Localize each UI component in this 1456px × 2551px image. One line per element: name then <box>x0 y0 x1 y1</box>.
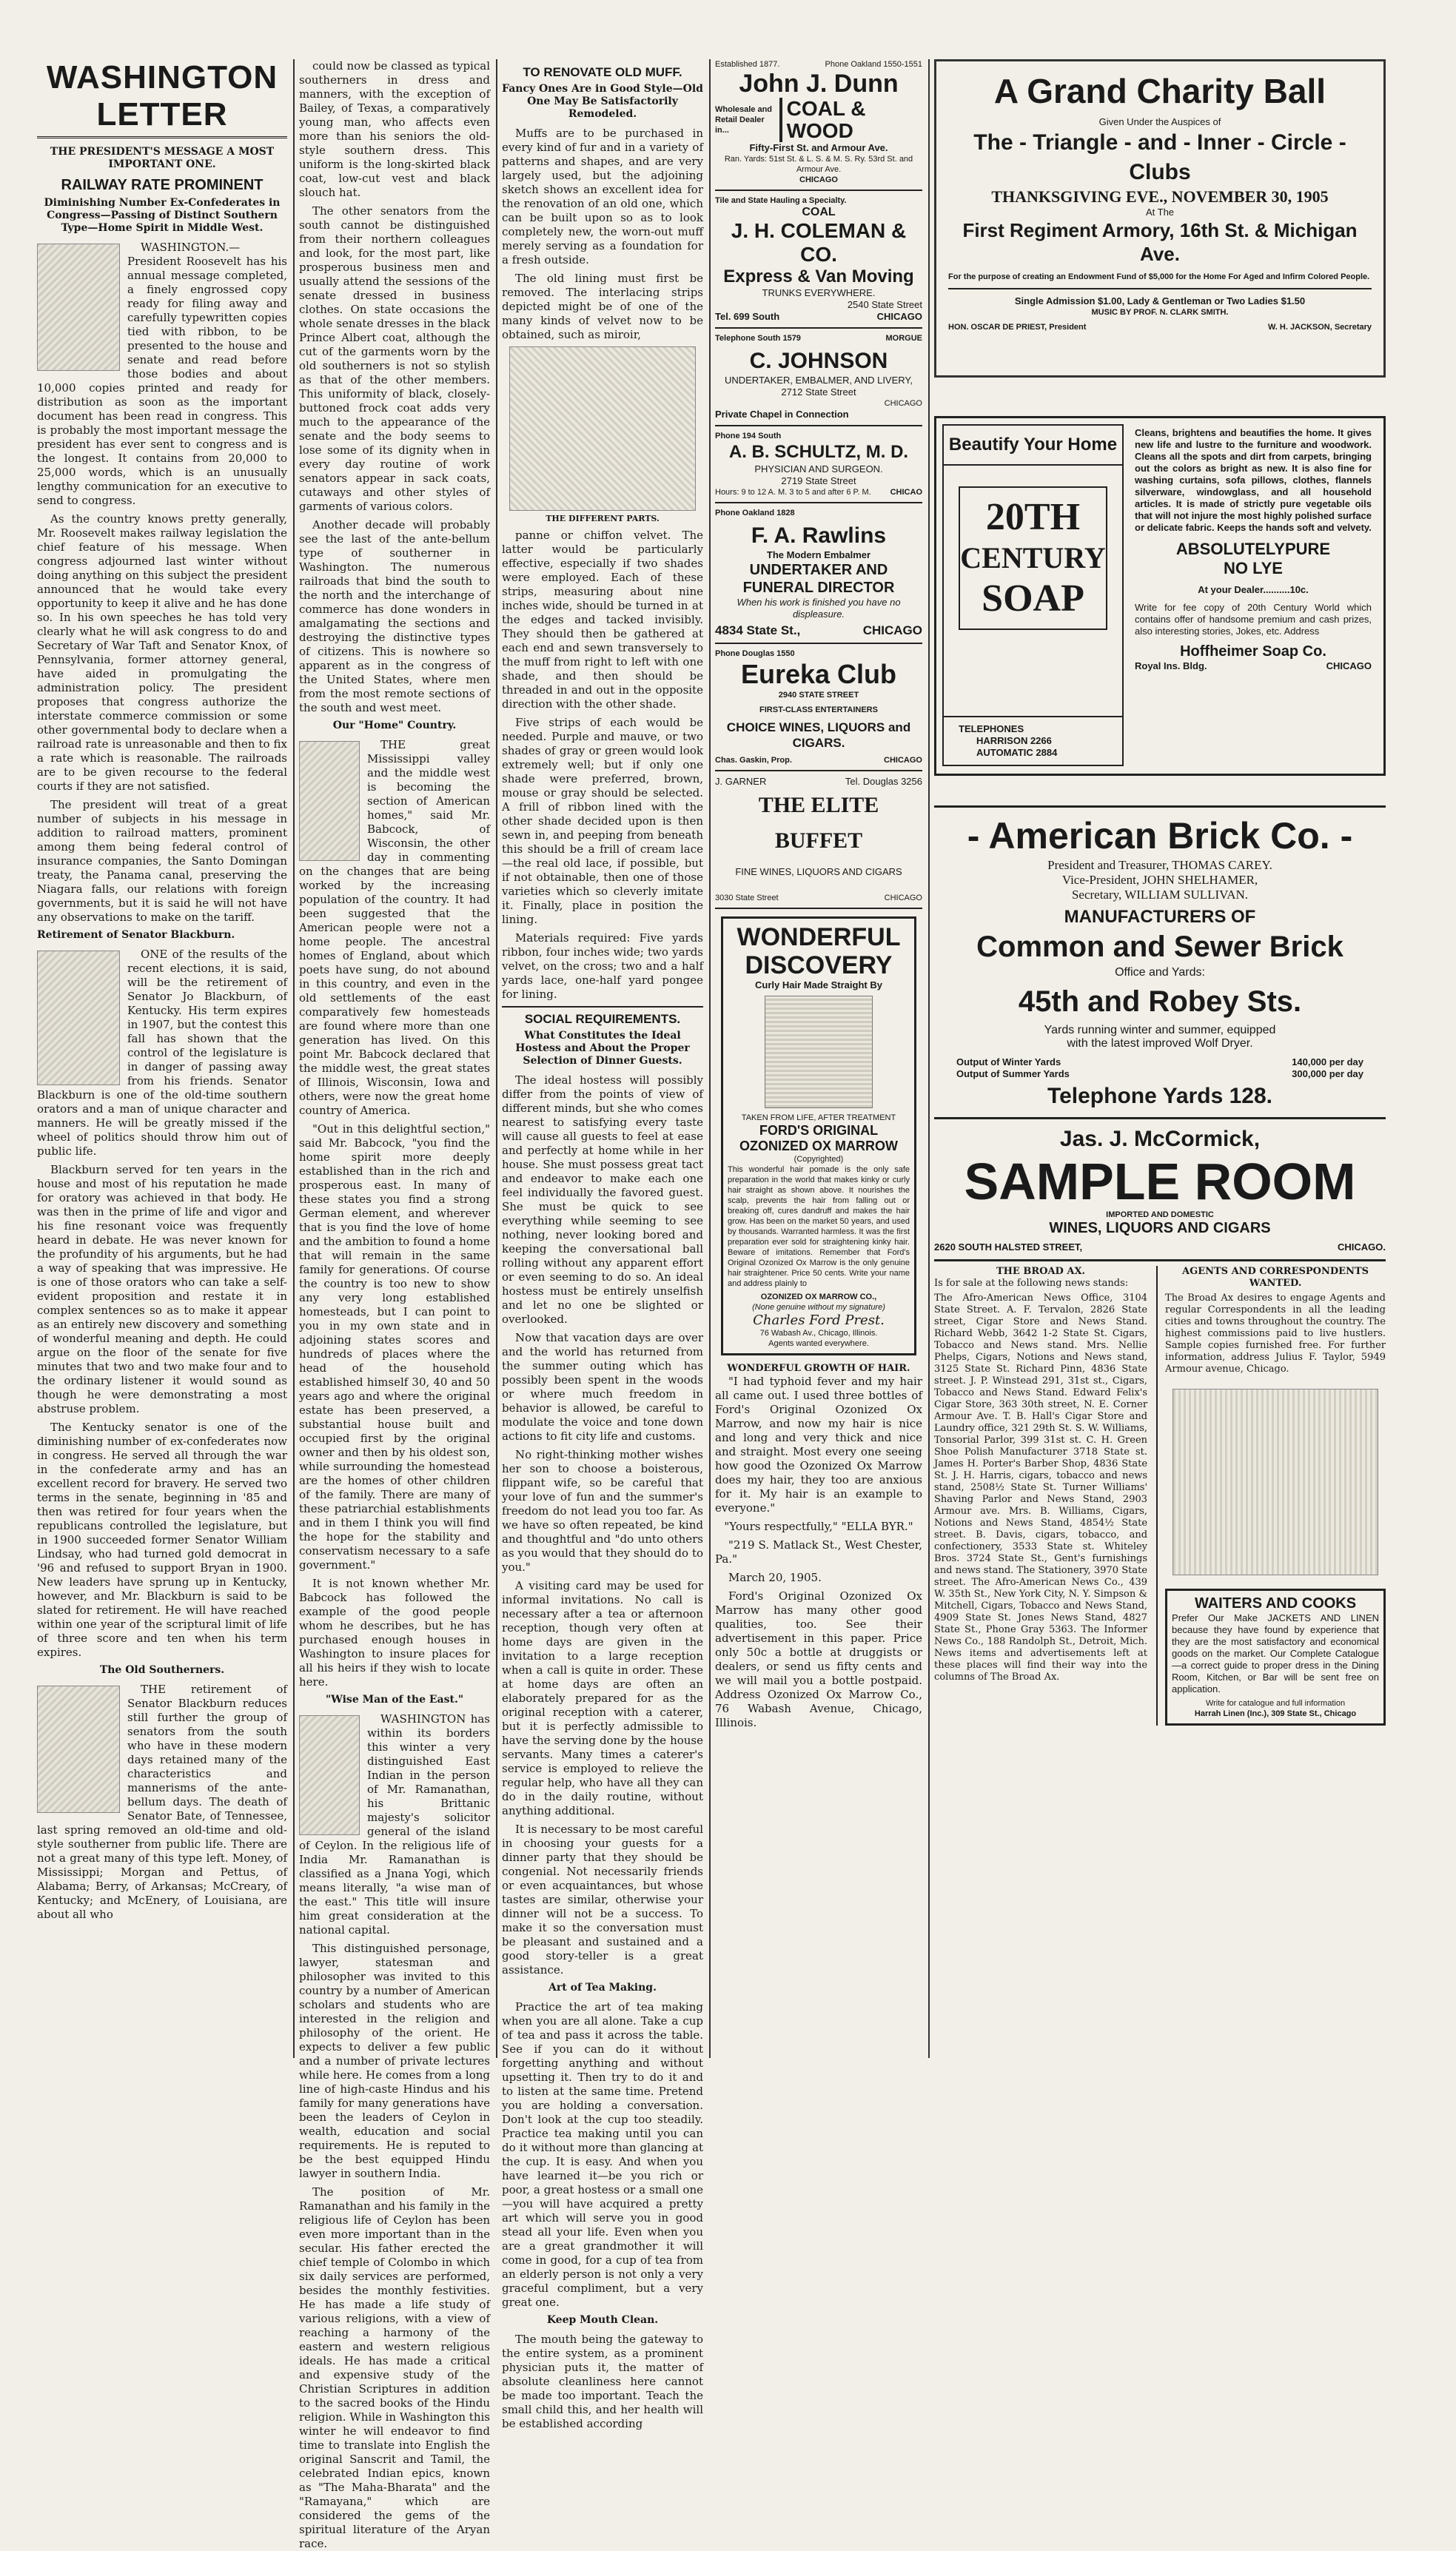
paragraph: This distinguished personage, lawyer, statesman and philosopher was invited to this country by a number of American scholars and students who are interested in the religion and philosophy of the orient. He expects to deliver a few public and a number of private lectures while here. He comes from a long line of high-caste Hindus and his family for many generations have been the leaders of Ceylon in wealth, education and social requirements. He is reputed to be the best equipped Hindu lawyer in southern India. <box>299 1942 490 2180</box>
waiters-ad <box>1165 1589 1386 1726</box>
column-rule <box>709 59 711 2058</box>
coleman-ad <box>715 191 922 329</box>
paragraph: The president will treat of a great number of subjects in his message in addition to railroad matters, prominent among them being federal control of insurance companies, the Santo Domingan treaty, the Panama canal, preserving the Niagara falls, our relations with foreign governments, but it is said he will not have any observations to make on the tariff. <box>37 798 287 924</box>
ball-place: First Regiment Armory, 16th St. & Michigan Ave. <box>962 219 1358 265</box>
paragraph: The position of Mr. Ramanathan and his family in the religious life of Ceylon has been even more important than in the secular. His father erected the chief temple of Colombo in which six daily services are performed, besides the monthly festivities. He has made a life study of various religions, with a view of reaching a harmony of the eastern and western religious ideals. He has made a critical and expensive study of the Christian Scriptures in addition to the sacred books of the Hindu religion. While in Washington this winter he will endeavor to find time to translate into English the original Sanscrit and Tamil, the celebrated Indian epics, known as "The Maha-Bharata" and the "Ramayana," which are considered the gems of the spiritual literature of the Aryan race. <box>299 2185 490 2550</box>
broad-ax-newsstands <box>934 1266 1147 1726</box>
ball-purpose: For the purpose of creating an Endowment Fund of $5,000 for the Home For Aged and Infirm Colored People. <box>948 272 1370 281</box>
johnson-city: CHICAGO <box>884 399 922 408</box>
elite-address: 3030 State Street <box>715 894 779 902</box>
article-deck: THE PRESIDENT'S MESSAGE A MOST IMPORTANT ONE. <box>50 146 275 170</box>
rawlins-city: CHICAGO <box>862 623 922 637</box>
section-heading: Retirement of Senator Blackburn. <box>37 929 235 941</box>
soap-phone: AUTOMATIC 2884 <box>976 747 1058 758</box>
paragraph: "I had typhoid fever and my hair all came out. I used three bottles of Ford's Original Ozonized Ox Marrow, and now my hair is nice and long and very thick and nice and straight. Most every one seeing how good the Ozonized Ox Marrow does my hair, they too are anxious for it. My hair is an example to everyone." <box>715 1375 922 1515</box>
article-title: WONDERFUL GROWTH OF HAIR. <box>727 1363 910 1374</box>
waiters-company: Harrah Linen (Inc.), 309 State St., Chicago <box>1194 1709 1357 1718</box>
illustration-caption: THE DIFFERENT PARTS. <box>546 514 660 523</box>
discovery-body: This wonderful hair pomade is the only safe preparation in the world that makes kinky or curly hair straight as shown above. It nourishes the scalp, prevents the hair from falling out or breaking off, cures dandruff and makes the hair grow. Has been on the market 50 years, and used by thousands. Warranted harmless. It was the first preparation ever sold for straightening kinky hair. Beware of imitations. Remember that Ford's Original Ozonized Ox Marrow is the only genuine hair straightener. Price 50 cents. Write your name and address plainly to <box>728 1165 910 1288</box>
eureka-wines: CHOICE WINES, LIQUORS and CIGARS. <box>726 720 911 750</box>
coleman-city: CHICAGO <box>876 311 922 322</box>
ball-president: HON. OSCAR DE PRIEST, President <box>948 323 1087 332</box>
paragraph: A visiting card may be used for informal invitations. No call is necessary after a tea or afternoon reception, though very often at home days are given in the invitation to a large reception when a call is quite in order. These at home days are often an elaborately prepared for as the original reception with a caterer, but it is perfectly admissible to have the serving done by the house servants. Many times a caterer's service is employed to relieve the regular help, who have all they can do in the daily routine, without anything additional. <box>502 1579 703 1817</box>
waiters-body: Prefer Our Make JACKETS AND LINEN because they have found by experience that they are the most satisfactory and economical goods on the market. Our Complete Catalogue—a correct guide to proper dress in the Dining Room, Kitchen, or Bar will be sent free on application. <box>1172 1612 1379 1694</box>
rawlins-sub: The Modern Embalmer <box>766 549 871 560</box>
eureka-name: Eureka Club <box>740 659 897 689</box>
column-rule <box>928 59 930 2058</box>
article-deck: Fancy Ones Are in Good Style—Old One May Be Satisfactorily Remodeled. <box>502 83 703 120</box>
coleman-specialty: Tile and State Hauling a Specialty. <box>715 196 847 205</box>
section-heading: The Old Southerners. <box>99 1664 225 1676</box>
brick-president: President and Treasurer, THOMAS CAREY. <box>1047 858 1272 872</box>
dunn-wholesale: Wholesale and Retail Dealer in... <box>715 105 773 135</box>
discovery-address: 76 Wabash Av., Chicago, Illinois. <box>759 1329 878 1338</box>
paragraph: It is necessary to be most careful in choosing your guests for a dinner party that they should be congenial. Not necessarily friends or even acquaintances, but whose tastes are similar, otherwise your dinner will not be a success. To make it so the conversation must be pleasant and sustained and a good story-teller is a great assistance. <box>502 1823 703 1977</box>
mccormick-address: 2620 SOUTH HALSTED STREET, <box>934 1241 1083 1253</box>
brick-product: Common and Sewer Brick <box>976 931 1343 963</box>
paragraph: Muffs are to be purchased in every kind of fur and in a variety of patterns and shapes, and are very largely used, but the adjoining sketch shows an excellent idea for the renovation of an old one, which can be built upon so as to look completely new, the worn-out muff merely serving as a foundation for a fresh outside. <box>502 127 703 267</box>
right-notices <box>1156 1266 1386 1726</box>
schultz-name: A. B. SCHULTZ, M. D. <box>728 442 909 462</box>
testimonial-signature: "Yours respectfully," "ELLA BYR." <box>724 1520 913 1533</box>
schultz-phone: Phone 194 South <box>715 432 782 440</box>
eureka-ad <box>715 644 922 771</box>
divider <box>502 1006 703 1008</box>
discovery-sub: Curly Hair Made Straight By <box>755 979 882 990</box>
section-heading: Art of Tea Making. <box>548 1982 657 1994</box>
johnson-address: 2712 State Street <box>781 386 856 398</box>
century-soap-ad <box>934 416 1386 776</box>
eureka-city: CHICAGO <box>884 756 922 765</box>
schultz-address: 2719 State Street <box>781 475 856 486</box>
brick-yards: Yards running winter and summer, equipped <box>1044 1024 1276 1036</box>
discovery-title: WONDERFUL <box>737 923 901 951</box>
column-rule <box>496 59 497 2058</box>
elite-buffet-ad <box>715 771 922 909</box>
section-heading: "Wise Man of the East." <box>325 1694 464 1706</box>
paragraph: As the country knows pretty generally, Mr. Roosevelt makes railway legislation the chief feature of his message. When congress adjourned last winter without doing anything on this subject the president announced that he would take every opportunity to keep it alive and he has done so. In his own speeches he has told very clearly what he will ask congress to do and Secretary of War Taft and Senator Knox, of Pennsylvania, former attorney general, have aided in promulgating the administration policy. The president proposes that congress authorize the interstate commerce commission or some other governmental body to declare when a railroad rate is unreasonable and then to fix a rate which is reasonable. The railroads are to be given recourse to the federal courts if they are not satisfied. <box>37 512 287 793</box>
brick-name: - American Brick Co. - <box>967 815 1353 857</box>
schultz-ad <box>715 426 922 503</box>
dunn-name: John J. Dunn <box>739 70 899 98</box>
ox-marrow-ad <box>721 916 916 1355</box>
ball-secretary: W. H. JACKSON, Secretary <box>1268 323 1372 332</box>
discovery-product: FORD'S ORIGINAL <box>759 1123 879 1138</box>
soap-logo <box>959 486 1107 630</box>
elite-garner: J. GARNER <box>715 776 767 787</box>
paragraph: The Kentucky senator is one of the diminishing number of ex-confederates now in congress. He served all through the war in the confederate army and has an excellent record for bravery. He served two terms in the senate, beginning in '85 and then was retired for four years when the republicans controlled the legislature, but in 1900 succeeded former Senator William Lindsay, who had turned gold democrat in '96 and refused to support Bryan in 1900. New leaders have sprung up in Kentucky, however, and Mr. Blackburn is said to be slated for retirement. He will have reached within one year of the scriptural limit of life of three score and ten when his term expires. <box>37 1421 287 1659</box>
schultz-city: CHICAO <box>890 488 922 497</box>
ball-title: A Grand Charity Ball <box>993 72 1326 110</box>
discovery-caption: TAKEN FROM LIFE, AFTER TREATMENT <box>741 1113 896 1122</box>
johnson-chapel: Private Chapel in Connection <box>715 409 849 420</box>
portrait-image <box>765 996 873 1108</box>
elite-sub: FINE WINES, LIQUORS AND CIGARS <box>735 866 902 877</box>
coleman-trunks: TRUNKS EVERYWHERE. <box>762 287 876 298</box>
paragraph: "Out in this delightful section," said Mr. Babcock, "you find the home spirit more deeply established than in the rich and prosperous east. In many of these states you find a strong German element, and wherever that is you find the love of home and the ambition to found a home that will remain in the same family for generations. Of course the country is too new to show any very long established homesteads, but I can point to you in my own state and in adjoining states scores and hundreds of places where the head of the household established himself 30, 40 and 50 years ago and where the original estate has been preserved, a substantial house built and occupied first by the original owner and then by his oldest son, while surrounding the homestead are the homes of other children of the family. There are many of these patriarchial establishments and in them I think you will find the hope for the stability and conservatism necessary to a safe government." <box>299 1122 490 1572</box>
discovery-agents: Agents wanted everywhere. <box>768 1339 869 1348</box>
article-deck: What Constitutes the Ideal Hostess and About the Proper Selection of Dinner Guests. <box>515 1030 690 1067</box>
paragraph: It is not known whether Mr. Babcock has followed the example of the good people whom he describes, but he has purchased enough houses in Washington to insure places for all his heirs if they wish to locate here. <box>299 1577 490 1689</box>
charity-ball-ad <box>934 59 1386 378</box>
column-womens-page <box>502 59 703 2430</box>
paragraph: Practice the art of tea making when you are all alone. Take a cup of tea and pass it across the table. See if you can do it without forgetting anything and without upsetting it. Then try to do it and to listen at the same time. Pretend you are holding a conversation. Don't look at the cup too steadily. Practice tea making until you can do it without more than glancing at the cup. It is easy. And when you have learned it—be you rich or poor, a great hostess or a small one—you will have acquired a pretty art which will serve you in good stead all your life. Even when you are a great grandmother it will come in good, for a cup of tea from an elderly person is not only a very graceful compliment, but a very great one. <box>502 2000 703 2309</box>
column-display-ads <box>934 59 1386 2051</box>
brick-output-summer-value: 300,000 per day <box>1292 1068 1363 1079</box>
soap-logo-line: CENTURY <box>960 541 1106 574</box>
article-title: SOCIAL REQUIREMENTS. <box>524 1012 681 1026</box>
coleman-name: J. H. COLEMAN & CO. <box>731 219 907 266</box>
southerner-illustration <box>37 1686 120 1813</box>
brick-office: Office and Yards: <box>1115 966 1205 979</box>
dunn-phone: Phone Oakland 1550-1551 <box>825 60 922 69</box>
soap-city: CHICAGO <box>1326 660 1372 671</box>
rawlins-line: UNDERTAKER AND FUNERAL DIRECTOR <box>742 562 895 596</box>
section-heading: Our "Home" Country. <box>332 720 457 731</box>
johnson-sub: UNDERTAKER, EMBALMER, AND LIVERY, <box>724 375 913 386</box>
dunn-yards: Ran. Yards: 51st St. & L. S. & M. S. Ry. 53rd St. and Armour Ave. <box>724 155 913 174</box>
soap-dealer: At your Dealer..........10c. <box>1198 584 1309 595</box>
brick-telephone: Telephone Yards 128. <box>1047 1084 1273 1108</box>
ball-music: MUSIC BY PROF. N. CLARK SMITH. <box>1091 308 1229 317</box>
mccormick-ad <box>934 1117 1386 1253</box>
paragraph: could now be classed as typical southerners in dress and manners, with the exception of Bailey, of Texas, a comparatively young man, who affects even more than his seniors the old-style southern dress. This uniform is the long-skirted black coat, low-cut vest and black slouch hat. <box>299 59 490 199</box>
ball-at: At The <box>1145 207 1175 218</box>
discovery-company: OZONIZED OX MARROW CO., <box>760 1293 877 1301</box>
brick-secretary: Secretary, WILLIAM SULLIVAN. <box>1071 888 1249 902</box>
broadax-list: The Afro-American News Office, 3104 State Street. A. F. Tervalon, 2826 State street, Cigar Store and News Stand. Richard Webb, 3642 1-2 State St. Cigars, Tobacco and News stand. Mrs. Nellie Phelps, Cigars, Notions and News stand, 3125 State St. Richard Pinn, 4836 State street. J. P. Winstead 291, 31st st., Cigars, Tobacco and News Stand. Edward Felix's Cigar Store, 363 30th street, N. E. Corner Armour Ave. T. B. Hall's Cigar Store and Laundry office, 321 29th St. S. W. Williams, Tonsorial Parlor, 399 31st st. C. H. Green Shoe Polish Manufacturer 3718 State st. James H. Porter's Barber Shop, 4836 State St. J. H. Harris, cigars, tobacco and news stand, 2508½ State St. Turner Williams' Shaving Parlor and News Stand, 2903 Armour ave. Mrs. B. Williams, Cigars, Notions and News Stand, 4854½ State street. B. Davis, cigars, tobacco, and confectionery, 3533 State st. Whiteley Bros. 3724 State St., Gent's furnishings and news stand. The Stationery, 3970 State street. The Afro-American News Co., 439 W. 35th St., New York City, N. Y. Simpson & Mitchell, Cigars, Tobacco and News Stand, 4909 State St. Jones News Stand, 4827 State St., Phone Gray 5363. The Informer News Co., 188 Randolph St., Detroit, Mich. News items and advertisements left at these places will find their way into the columns of The Broad Ax. <box>934 1293 1148 1683</box>
soap-bldg: Royal Ins. Bldg. <box>1135 660 1207 671</box>
soap-phones-label: TELEPHONES <box>959 723 1024 734</box>
mccormick-name: Jas. J. McCormick, <box>1059 1127 1261 1151</box>
soap-company: Hoffheimer Soap Co. <box>1180 643 1326 660</box>
eureka-prop: Chas. Gaskin, Prop. <box>715 756 792 765</box>
eureka-phone: Phone Douglas 1550 <box>715 649 795 658</box>
coleman-coal: COAL <box>802 206 836 218</box>
ball-date: THANKSGIVING EVE., NOVEMBER 30, 1905 <box>991 187 1329 206</box>
soap-panel-right <box>1130 424 1376 766</box>
soap-pure: ABSOLUTELYPURE <box>1175 540 1331 558</box>
brick-vp: Vice-President, JOHN SHELHAMER, <box>1061 873 1258 887</box>
paragraph: ONE of the results of the recent elections, it is said, will be the retirement of Senator Jo Blackburn, of Kentucky. His term expires in 1907, but the contest this fall has shown that the control of the legislature is in danger of passing away from his friends. Senator Blackburn is one of the old-time southern orators and a man of unique character and manners. He will be greatly missed if the wheel of politics should throw him out of public life. <box>37 948 287 1158</box>
ball-auspices: Given Under the Auspices of <box>1098 116 1221 127</box>
hair-growth-article <box>715 1363 922 1730</box>
section-heading: Keep Mouth Clean. <box>546 2314 659 2326</box>
bottom-notices <box>934 1259 1386 1726</box>
rawlins-phone: Phone Oakland 1828 <box>715 509 795 517</box>
johnson-morgue: MORGUE <box>885 334 922 343</box>
rawlins-name: F. A. Rawlins <box>751 523 887 548</box>
paragraph: THE great Mississippi valley and the middle west is becoming the section of American homes," said Mr. Babcock, of Wisconsin, the other day in commenting on the changes that are being worked by the increasing population of the country. It had been suggested that the American people were not a home people. The ancestral homes of England, about which poets have sung, do not abound in this country, and even in the old settlements of the east comparatively few homesteads are found where more than one generation has lived. On this point Mr. Babcock declared that the middle west, the great states of Illinois, Wisconsin, Iowa and others, were now the great home country of America. <box>299 738 490 1117</box>
home-country-illustration <box>299 741 360 861</box>
dunn-established: Established 1877. <box>715 60 780 69</box>
soap-panel-left <box>942 424 1124 766</box>
paragraph: The mouth being the gateway to the entire system, as a prominent physician puts it, the matter of absolute cleanliness here cannot be made too important. Teach the small child this, and her health will be established according <box>502 2333 703 2430</box>
senator-illustration <box>37 951 120 1085</box>
coleman-express: Express & Van Moving <box>723 267 914 286</box>
paragraph: Five strips of each would be needed. Purple and mauve, or two shades of gray or green would look extremely well; but if only one shade were preferred, brown, mouse or gray should be selected. A frill of ribbon lined with the other shade decided upon is then sewn in, and peeping from beneath this should be a frill of cream lace—the real old lace, if possible, but if not obtainable, then one of those varieties which so cleverly imitate it. Finally, place in position the lining. <box>502 716 703 926</box>
wise-man-illustration <box>299 1715 360 1835</box>
agents-title: AGENTS AND CORRESPONDENTS WANTED. <box>1182 1266 1369 1289</box>
johnson-ad <box>715 329 922 426</box>
johnson-name: C. JOHNSON <box>749 349 888 373</box>
brick-address: 45th and Robey Sts. <box>1018 985 1302 1018</box>
brick-output-summer: Output of Summer Yards <box>956 1068 1070 1079</box>
column-washington-letter-cont <box>299 59 490 2550</box>
soap-phone: HARRISON 2266 <box>976 735 1052 746</box>
paragraph: No right-thinking mother wishes her son to choose a boisterous, flippant wife, so be careful that your love of fun and the summer's freedom do not lead you too far. As we have so often repeated, be kind and thoughtful and "do unto others as you would that they should do to you." <box>502 1448 703 1574</box>
soap-logo-line: SOAP <box>982 577 1084 620</box>
soap-logo-line: 20TH <box>985 496 1081 538</box>
paragraph: panne or chiffon velvet. The latter would be particularly effective, especially if two shades were employed. Each of these strips, measuring about nine inches wide, should be turned in at the edges and tacked invisibly. They should then be gathered at each end and sewn transversely to the muff from right to left with one shade, and then should be threaded in and out in the opposite direction with the other shade. <box>502 529 703 711</box>
article-title: WASHINGTON LETTER <box>37 59 287 138</box>
brick-manufacturers: MANUFACTURERS OF <box>1064 907 1256 927</box>
paragraph: The old lining must first be removed. The interlacing strips depicted might be of one of the many kinds of velvet now to be obtained, such as miroir, <box>502 272 703 341</box>
mccormick-city: CHICAGO. <box>1338 1241 1386 1253</box>
paragraph: The ideal hostess will possibly differ from the points of view of different minds, but she who comes nearest to satisfying every taste will cause all guests to feel at ease and perfectly at home while in her house. She must possess great tact and endeavor to make each one feel individually the favored guest. She must be quick to see everything while seeming to see nothing, never looking bored and keeping the conversational ball rolling without any apparent effort or even seeming to do so. An ideal hostess must be entirely unselfish and let no one be slighted or overlooked. <box>502 1073 703 1326</box>
brick-yards: with the latest improved Wolf Dryer. <box>1067 1037 1253 1050</box>
column-washington-letter <box>37 59 287 2051</box>
schultz-sub: PHYSICIAN AND SURGEON. <box>754 463 883 475</box>
paragraph: Now that vacation days are over and the world has returned from the summer outing which has possibly been spent in the woods or where much freedom in behavior is allowed, be careful to modulate the voice and tone down actions to fit city life and customs. <box>502 1331 703 1443</box>
article-title: TO RENOVATE OLD MUFF. <box>523 65 682 79</box>
johnson-tel: Telephone South 1579 <box>715 334 801 343</box>
soap-write: Write for fee copy of 20th Century World which contains offer of handsome premium and cash prizes, also interesting stories, Jokes, etc. Address <box>1135 602 1372 637</box>
signature: Charles Ford Prest. <box>753 1313 885 1328</box>
dunn-city: CHICAGO <box>799 175 838 184</box>
waiters-illustration <box>1172 1389 1378 1575</box>
ball-admission: Single Admission $1.00, Lady & Gentleman or Two Ladies $1.50 <box>1014 295 1306 306</box>
column-rule <box>293 59 295 2058</box>
article-deck: Diminishing Number Ex-Confederates in Congress—Passing of Distinct Southern Type—Home Spirit in Middle West. <box>44 197 281 234</box>
paragraph: THE retirement of Senator Blackburn reduces still further the group of senators from the south who have in these modern days retained many of the characteristics and mannerisms of the ante-bellum days. The death of Senator Bate, of Tennessee, last spring removed an old-time and old-style southerner from public life. There are not a great many of this type left. Money, of Mississippi; Morgan and Pettus, of Alabama; Berry, of Arkansas; McCreary, of Kentucky; and McEnery, of Louisiana, are about all who <box>37 1683 287 1921</box>
agents-body: The Broad Ax desires to engage Agents and regular Correspondents in all the leading cities and towns throughout the country. The highest commissions paid to live hustlers. Sample copies furnished free. For further information, address Julius F. Taylor, 5949 Armour avenue, Chicago. <box>1165 1293 1386 1375</box>
testimonial-date: March 20, 1905. <box>728 1571 822 1584</box>
mccormick-imported: IMPORTED AND DOMESTIC <box>1106 1210 1214 1219</box>
mccormick-sample-room: SAMPLE ROOM <box>964 1153 1356 1210</box>
discovery-title: DISCOVERY <box>745 951 893 979</box>
dunn-address: Fifty-First St. and Armour Ave. <box>749 142 888 153</box>
broadax-title: THE BROAD AX. <box>996 1266 1086 1277</box>
paragraph: The other senators from the south cannot be distinguished from their northern colleagues and look, for the most part, like prosperous business men and usually attend the sessions of the senate dressed in business clothes. On state occasions the whole senate dresses in the black Prince Albert coat, although the cut of the garments worn by the old southerners is not so stylish as that of the other members. This uniformity of black, closely-buttoned frock coat adds very much to the appearance of the senate and the body seems to lose some of its dignity when in every day routine of work senators appear in sack coats, cutaways and other styles of garments of various colors. <box>299 204 490 513</box>
paragraph: Materials required: Five yards ribbon, four inches wide; two yards velvet, on the cross; two and a half yards lace, one-half yard pongee for lining. <box>502 931 703 1001</box>
rawlins-ad <box>715 503 922 644</box>
brick-output-winter-value: 140,000 per day <box>1292 1056 1363 1067</box>
schultz-hours: Hours: 9 to 12 A. M. 3 to 5 and after 6 P. M. <box>715 488 871 497</box>
coleman-address: 2540 State Street <box>847 299 922 310</box>
mccormick-wines: WINES, LIQUORS AND CIGARS <box>1049 1220 1271 1236</box>
discovery-copyright: (Copyrighted) <box>794 1155 844 1164</box>
paragraph: Another decade will probably see the last of the ante-bellum type of southerner in Washington. The numerous railroads that bind the south to the north and the interchange of commerce has done wonders in amalgamating the sections and destroying the distinctive types of citizens. This is nowhere so apparent as in the congress of the United States, where men from the most remote sections of the south and west meet. <box>299 518 490 714</box>
waiters-title: WAITERS AND COOKS <box>1194 1595 1357 1612</box>
discovery-note: (None genuine without my signature) <box>752 1303 885 1312</box>
testimonial-address: "219 S. Matlack St., West Chester, Pa." <box>715 1538 922 1566</box>
dunn-coal-wood: COAL & WOOD <box>779 98 922 142</box>
discovery-product: OZONIZED OX MARROW <box>739 1139 898 1153</box>
eureka-address: 2940 STATE STREET <box>778 691 859 700</box>
soap-description: Cleans, brightens and beautifies the home. It gives new life and lustre to the furniture and woodwork. Cleans all the spots and dirt from carpets, bringing out the colors as bright as new. It is also fine for washing curtains, sofa pillows, clothes, flannels silverware, windowglass, and all household articles. It is made of strictly pure vegetable oils that will not injure the most highly polished surface or delicate fabric. Keeps the hands soft and velvety. <box>1135 427 1372 533</box>
rawlins-address: 4834 State St., <box>715 623 801 637</box>
soap-nolye: NO LYE <box>1224 559 1283 577</box>
brick-output-winter: Output of Winter Yards <box>956 1056 1061 1067</box>
paragraph: Blackburn served for ten years in the house and most of his reputation he made for oratory was achieved in that body. He was then in the prime of life and vigor and his fine resonant voice was frequently heard in debate. He was never known for the profundity of his arguments, but he had a way of speaking that was impressive. He is one of those orators who can take a self-evident proposition and restate it in complex sentences so as to make it appear as an entirely new discovery and something of wonderful meaning and depth. He could argue on the floor of the senate for five minutes that two and two make four and to the ordinary listener it would sound as though he were demonstrating a most abstruse problem. <box>37 1163 287 1415</box>
broadax-intro: Is for sale at the following news stands: <box>934 1278 1129 1289</box>
soap-beautify: Beautify Your Home <box>944 426 1122 466</box>
rawlins-tagline: When his work is finished you have no displeasure. <box>737 597 901 620</box>
paragraph: WASHINGTON.—President Roosevelt has his annual message completed, a finely engrossed copy ready for filing away and carefully typewritten copies tied with ribbon, to be presented to the house and senate and read before those bodies and about 10,000 copies printed and ready for distribution as soon as the important document has been read in congress. This is probably the most important message the president has ever sent to congress and is the longest. It contains from 20,000 to 25,000 words, which is an unusually lengthy communication for an executive to send to congress. <box>37 241 287 507</box>
muff-illustration <box>509 346 696 511</box>
ball-clubs: The - Triangle - and - Inner - Circle - Clubs <box>973 130 1346 184</box>
elite-name: THE ELITE BUFFET <box>758 793 879 853</box>
coleman-tel: Tel. 699 South <box>715 311 780 322</box>
american-brick-ad <box>934 805 1386 1113</box>
dunn-ad <box>715 59 922 191</box>
column-business-ads <box>715 59 922 2051</box>
paragraph: Ford's Original Ozonized Ox Marrow has many other good qualities, too. See their advertisement in this paper. Price only 50c a bottle at druggists or dealers, or send us fifty cents and we will mail you a bottle postpaid. Address Ozonized Ox Marrow Co., 76 Wabash Avenue, Chicago, Illinois. <box>715 1589 922 1729</box>
article-deck: RAILWAY RATE PROMINENT <box>61 177 264 193</box>
waiters-note: Write for catalogue and full information <box>1205 1699 1346 1708</box>
eureka-entertainers: FIRST-CLASS ENTERTAINERS <box>759 705 878 714</box>
elite-tel: Tel. Douglas 3256 <box>845 776 922 787</box>
washington-illustration <box>37 244 120 371</box>
elite-city: CHICAGO <box>884 894 922 902</box>
paragraph: WASHINGTON has within its borders this winter a very distinguished East Indian in the person of Mr. Ramanathan, his Brittanic majesty's solicitor general of the island of Ceylon. In the religious life of India Mr. Ramanathan is classified as a Jnana Yogi, which means literally, "a wise man of the east." This title will insure him great consideration at the national capital. <box>299 1712 490 1937</box>
